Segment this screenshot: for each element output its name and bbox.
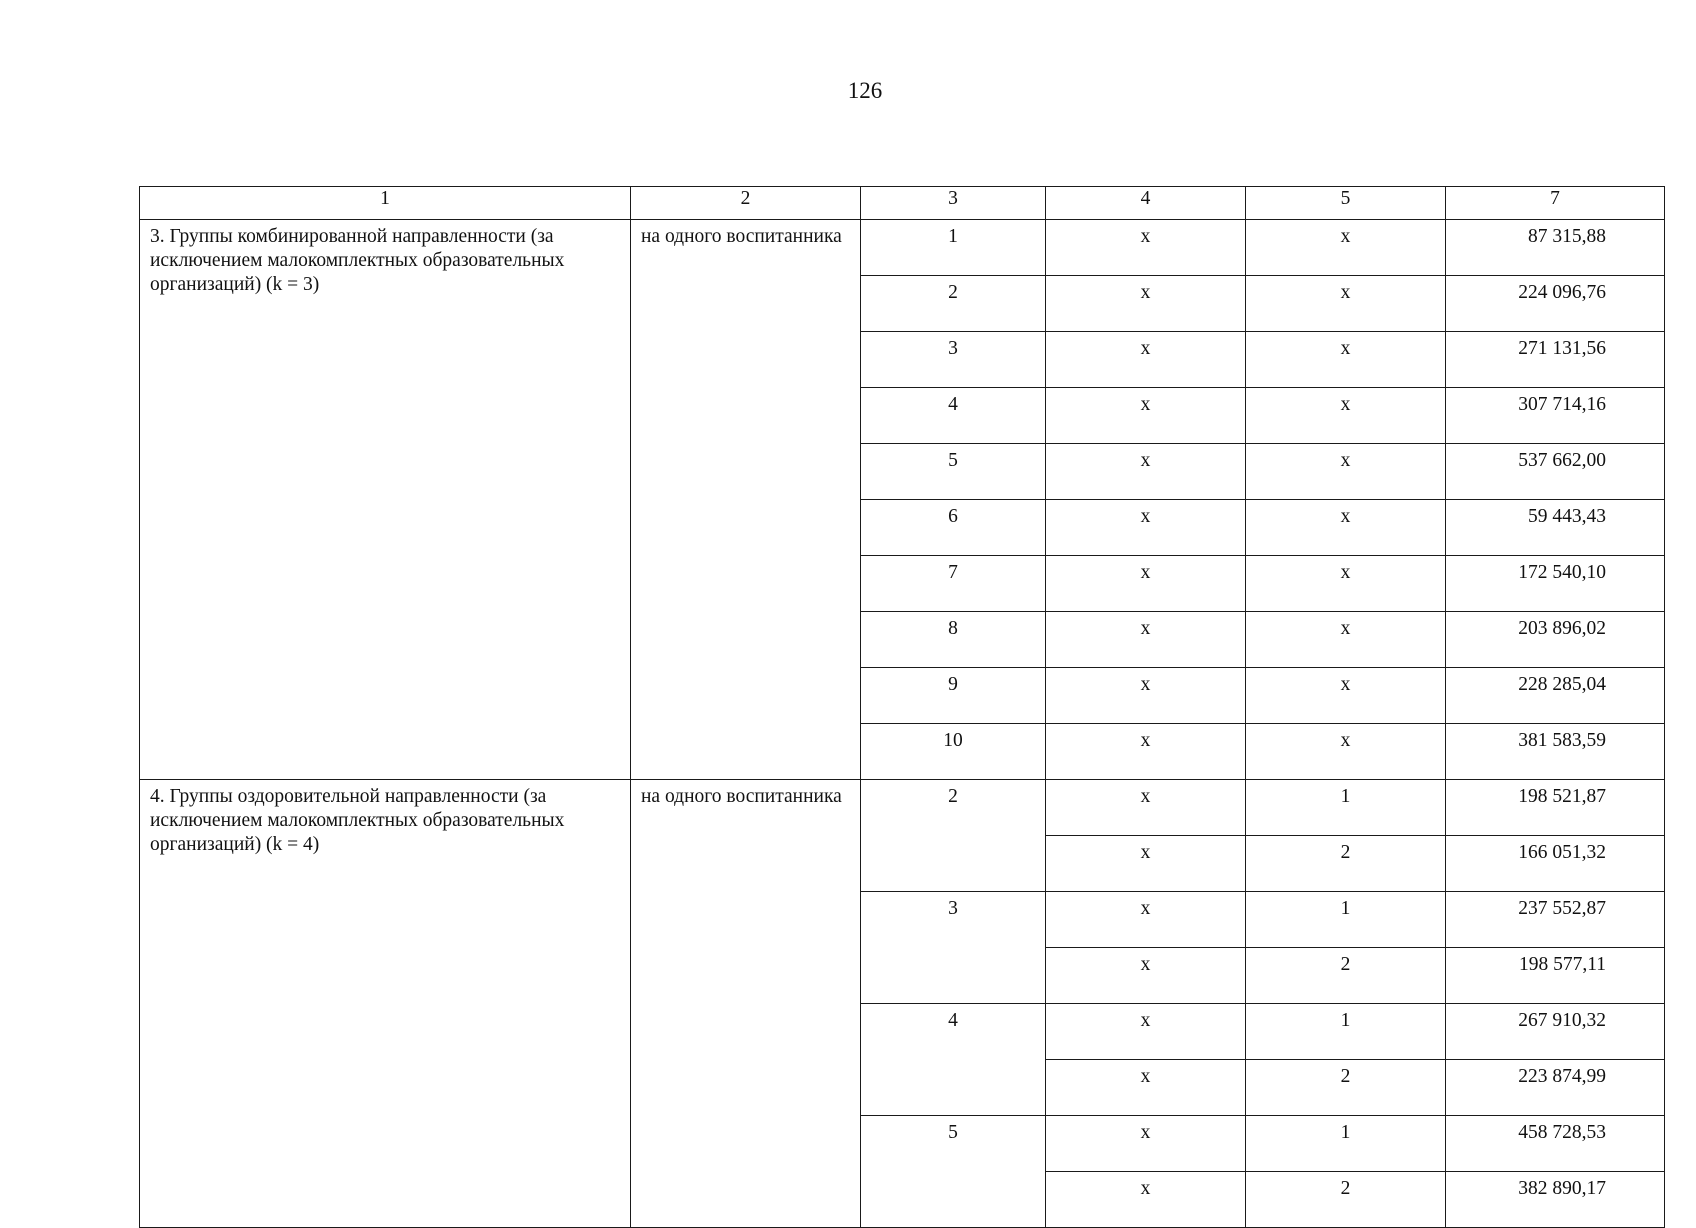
- col5-cell: 2: [1246, 836, 1446, 892]
- col5-cell: 2: [1246, 1060, 1446, 1116]
- col3-cell: 3: [861, 892, 1046, 1004]
- value-cell: 271 131,56: [1446, 332, 1665, 388]
- value-cell: 267 910,32: [1446, 1004, 1665, 1060]
- page-number: 126: [847, 78, 883, 103]
- unit-label: на одного воспитанника: [631, 220, 861, 780]
- col4-cell: x: [1046, 276, 1246, 332]
- col3-cell: 6: [861, 500, 1046, 556]
- col5-cell: x: [1246, 388, 1446, 444]
- col5-cell: x: [1246, 220, 1446, 276]
- column-header: 3: [861, 187, 1046, 220]
- value-cell: 381 583,59: [1446, 724, 1665, 780]
- table-row: [140, 220, 1665, 276]
- value-cell: 87 315,88: [1446, 220, 1665, 276]
- col3-cell: 2: [861, 276, 1046, 332]
- value-cell: 198 521,87: [1446, 780, 1665, 836]
- col5-cell: x: [1246, 500, 1446, 556]
- col5-cell: 2: [1246, 948, 1446, 1004]
- col4-cell: x: [1046, 1116, 1246, 1172]
- col5-cell: x: [1246, 332, 1446, 388]
- col4-cell: x: [1046, 1004, 1246, 1060]
- col5-cell: x: [1246, 556, 1446, 612]
- col5-cell: 1: [1246, 1116, 1446, 1172]
- value-cell: 198 577,11: [1446, 948, 1665, 1004]
- value-cell: 172 540,10: [1446, 556, 1665, 612]
- col4-cell: x: [1046, 220, 1246, 276]
- value-cell: 237 552,87: [1446, 892, 1665, 948]
- col5-cell: 2: [1246, 1172, 1446, 1228]
- col4-cell: x: [1046, 892, 1246, 948]
- col5-cell: x: [1246, 612, 1446, 668]
- col4-cell: x: [1046, 724, 1246, 780]
- value-cell: 223 874,99: [1446, 1060, 1665, 1116]
- col3-cell: 5: [861, 1116, 1046, 1228]
- col3-cell: 3: [861, 332, 1046, 388]
- group-description: 3. Группы комбинированной направленности (за исключением малокомплектных образовательных организаций) (k = 3): [140, 220, 631, 780]
- group-description: 4. Группы оздоровительной направленности (за исключением малокомплектных образовательных организаций) (k = 4): [140, 780, 631, 1228]
- col5-cell: 1: [1246, 780, 1446, 836]
- tariff-table: [139, 186, 1665, 1228]
- col3-cell: 4: [861, 1004, 1046, 1116]
- col5-cell: 1: [1246, 1004, 1446, 1060]
- value-cell: 382 890,17: [1446, 1172, 1665, 1228]
- col4-cell: x: [1046, 780, 1246, 836]
- col4-cell: x: [1046, 332, 1246, 388]
- value-cell: 307 714,16: [1446, 388, 1665, 444]
- table-header-row: [140, 187, 1665, 220]
- value-cell: 166 051,32: [1446, 836, 1665, 892]
- value-cell: 458 728,53: [1446, 1116, 1665, 1172]
- col4-cell: x: [1046, 388, 1246, 444]
- col4-cell: x: [1046, 500, 1246, 556]
- col4-cell: x: [1046, 612, 1246, 668]
- col5-cell: x: [1246, 668, 1446, 724]
- col3-cell: 2: [861, 780, 1046, 892]
- column-header: 1: [140, 187, 631, 220]
- unit-label: на одного воспитанника: [631, 780, 861, 1228]
- value-cell: 224 096,76: [1446, 276, 1665, 332]
- col3-cell: 8: [861, 612, 1046, 668]
- table-row: [140, 780, 1665, 836]
- col4-cell: x: [1046, 444, 1246, 500]
- col5-cell: x: [1246, 276, 1446, 332]
- col4-cell: x: [1046, 948, 1246, 1004]
- col3-cell: 1: [861, 220, 1046, 276]
- col4-cell: x: [1046, 668, 1246, 724]
- value-cell: 537 662,00: [1446, 444, 1665, 500]
- col4-cell: x: [1046, 836, 1246, 892]
- column-header: 4: [1046, 187, 1246, 220]
- col4-cell: x: [1046, 1172, 1246, 1228]
- col5-cell: x: [1246, 444, 1446, 500]
- column-header: 5: [1246, 187, 1446, 220]
- col3-cell: 5: [861, 444, 1046, 500]
- col4-cell: x: [1046, 556, 1246, 612]
- column-header: 2: [631, 187, 861, 220]
- value-cell: 228 285,04: [1446, 668, 1665, 724]
- col4-cell: x: [1046, 1060, 1246, 1116]
- col5-cell: 1: [1246, 892, 1446, 948]
- value-cell: 59 443,43: [1446, 500, 1665, 556]
- col3-cell: 10: [861, 724, 1046, 780]
- col5-cell: x: [1246, 724, 1446, 780]
- col3-cell: 9: [861, 668, 1046, 724]
- column-header: 7: [1446, 187, 1665, 220]
- col3-cell: 7: [861, 556, 1046, 612]
- value-cell: 203 896,02: [1446, 612, 1665, 668]
- col3-cell: 4: [861, 388, 1046, 444]
